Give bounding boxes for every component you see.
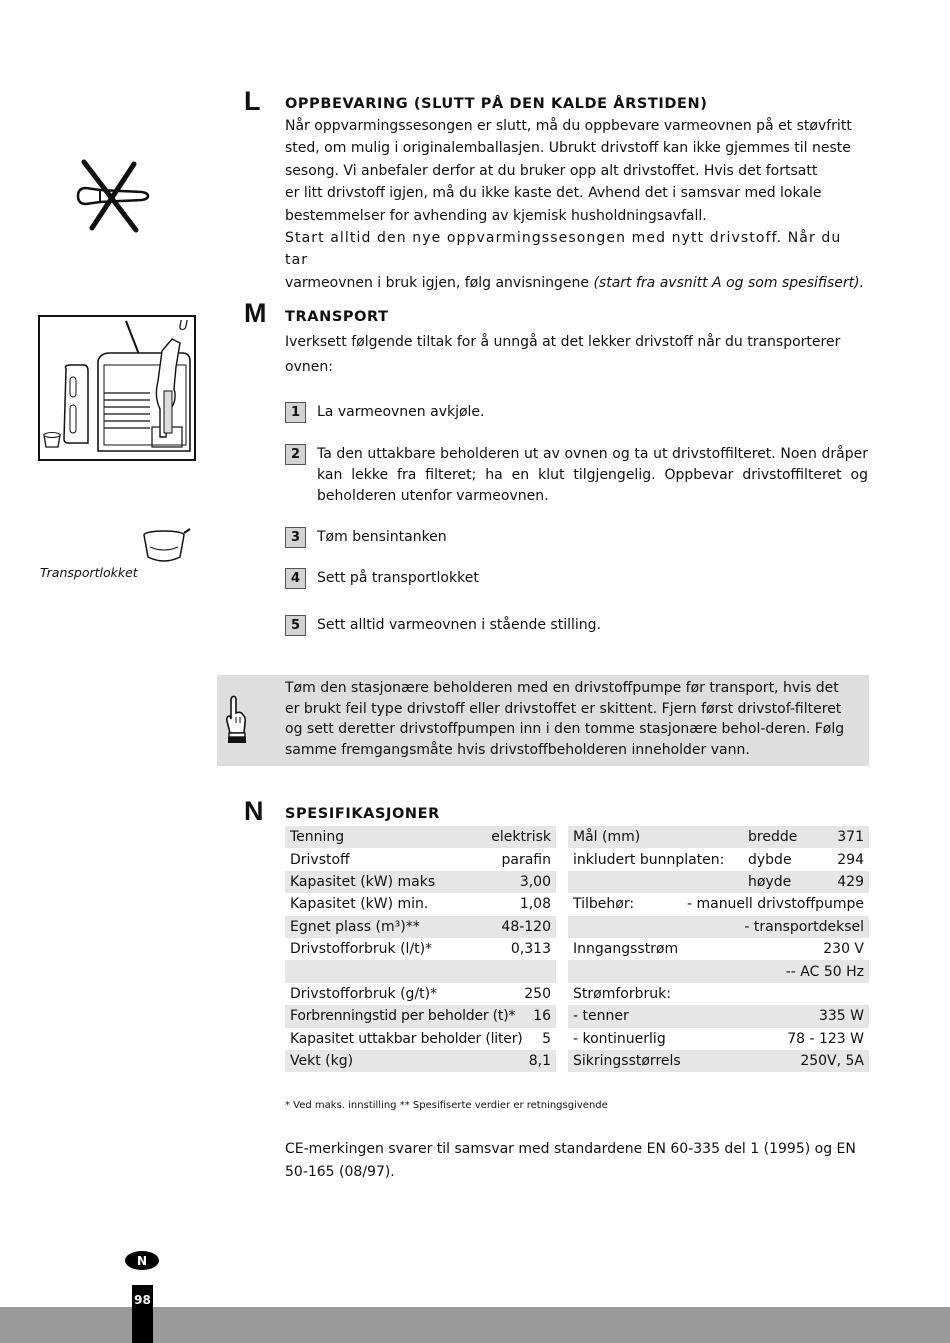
step-text: La varmeovnen avkjøle.	[317, 404, 485, 420]
spec-value: 0,313	[510, 941, 551, 958]
spec-value: 8,1	[528, 1053, 551, 1070]
spec-table-right	[568, 826, 869, 1072]
table-row	[568, 826, 869, 848]
table-row	[285, 1028, 556, 1050]
spec-key: Drivstoff	[290, 851, 350, 868]
spec-key: Strømforbruk:	[573, 985, 671, 1002]
step-text: Sett på transportlokket	[317, 570, 479, 586]
table-row	[568, 983, 869, 1005]
section-letter-m: M	[244, 298, 267, 328]
spec-key: Kapasitet uttakbar beholder (liter)	[290, 1030, 523, 1047]
section-heading-transport: TRANSPORT	[285, 309, 389, 325]
table-row	[285, 848, 556, 870]
spec-dimension: høyde	[748, 873, 792, 890]
storage-line-2: sted, om mulig i originalemballasjen. Ubrukt drivstoff kan ikke gjemmes til neste	[285, 140, 851, 157]
spec-value: 16	[533, 1008, 551, 1025]
warning-note-box	[217, 675, 869, 766]
section-letter-l: L	[244, 86, 261, 116]
spec-value: 1,08	[519, 896, 551, 913]
step-text: Tøm bensintanken	[317, 529, 447, 545]
table-row	[285, 983, 556, 1005]
step-item	[285, 568, 868, 589]
transport-intro	[285, 330, 868, 380]
spec-value: 294	[837, 851, 864, 868]
transport-cap-icon	[140, 527, 192, 569]
spec-value: 250V, 5A	[800, 1053, 864, 1070]
spec-value: 48-120	[501, 918, 551, 935]
spec-value: 230 V	[823, 941, 864, 958]
step-item	[285, 527, 868, 548]
spec-key: Tenning	[290, 829, 345, 846]
spec-dimension: dybde	[748, 851, 792, 868]
table-row	[568, 938, 869, 960]
storage-line-4: er litt drivstoff igjen, må du ikke kaste det. Avhend det i samsvar med lokale	[285, 185, 822, 202]
spec-key: Inngangsstrøm	[573, 941, 679, 958]
table-row	[285, 1050, 556, 1072]
spec-key: Vekt (kg)	[290, 1053, 354, 1070]
step-item	[285, 444, 868, 507]
spec-value: 5	[542, 1030, 551, 1047]
table-row	[568, 960, 869, 982]
table-row	[285, 1005, 556, 1027]
heater-illustration	[40, 317, 194, 459]
table-row	[285, 826, 556, 848]
pointing-hand-icon	[223, 695, 247, 747]
table-row	[285, 960, 556, 982]
step-number: 4	[285, 568, 306, 589]
table-row	[285, 871, 556, 893]
spec-value: - manuell drivstoffpumpe	[686, 896, 864, 913]
spec-value: 3,00	[519, 873, 551, 890]
spec-value: elektrisk	[491, 829, 551, 846]
step-item	[285, 402, 868, 423]
spec-key: Egnet plass (m³)**	[290, 918, 420, 935]
page-number: 98	[132, 1285, 153, 1343]
section-heading-storage: OPPBEVARING (SLUTT PÅ DEN KALDE ÅRSTIDEN)	[285, 96, 708, 112]
spec-value: 250	[524, 985, 551, 1002]
spec-value: 429	[837, 873, 864, 890]
step-number: 2	[285, 444, 306, 465]
table-row	[568, 871, 869, 893]
spec-footnote: * Ved maks. innstilling ** Spesifiserte verdier er retningsgivende	[285, 1100, 608, 1111]
storage-line-7-text: varmeovnen i bruk igjen, følg anvisningene	[285, 274, 590, 291]
step-text: Sett alltid varmeovnen i stående stilling.	[317, 617, 601, 633]
step-number: 1	[285, 402, 306, 423]
spec-key: Kapasitet (kW) maks	[290, 873, 436, 890]
storage-line-5: bestemmelser for avhending av kjemisk husholdningsavfall.	[285, 207, 707, 224]
step-item	[285, 615, 868, 636]
transport-intro-line-2: ovnen:	[285, 359, 333, 375]
spec-key: Mål (mm)	[573, 829, 641, 846]
spec-key: inkludert bunnplaten:	[573, 851, 725, 868]
transport-intro-line-1: Iverksett følgende tiltak for å unngå at det lekker drivstoff når du transporterer	[285, 334, 841, 350]
storage-line-6: Start alltid den nye oppvarmingssesongen med nytt drivstoff. Når du tar	[285, 230, 842, 269]
step-text: Ta den uttakbare beholderen ut av ovnen og ta ut drivstoffilteret. Noen dråper kan lekke fra filteret; ha en klut tilgjengelig. Oppbevar drivstoffilteret og beholderen utenfor varmeovnen.	[317, 446, 868, 504]
language-badge: N	[125, 1251, 159, 1270]
spec-key: - tenner	[573, 1008, 629, 1025]
spec-table-left	[285, 826, 556, 1072]
spec-value: 78 - 123 W	[787, 1030, 864, 1047]
table-row	[568, 1028, 869, 1050]
table-row	[285, 938, 556, 960]
transport-cap-caption: Transportlokket	[40, 565, 138, 580]
table-row	[285, 916, 556, 938]
ce-compliance-text: CE-merkingen svarer til samsvar med standardene EN 60-335 del 1 (1995) og EN 50-165 (08/97).	[285, 1141, 856, 1180]
section-heading-specifications: SPESIFIKASJONER	[285, 806, 440, 822]
storage-line-3: sesong. Vi anbefaler derfor at du bruker opp alt drivstoffet. Hvis det fortsatt	[285, 162, 818, 179]
table-row	[568, 1050, 869, 1072]
spec-key: Kapasitet (kW) min.	[290, 896, 429, 913]
storage-line-7	[285, 272, 868, 294]
section-letter-n: N	[244, 796, 264, 826]
storage-paragraph	[285, 115, 868, 294]
spec-key: Forbrenningstid per beholder (t)*	[290, 1008, 516, 1025]
spec-key: - kontinuerlig	[573, 1030, 666, 1047]
table-row	[568, 893, 869, 915]
spec-key: Drivstofforbruk (l/t)*	[290, 941, 433, 958]
storage-italic-reference: (start fra avsnitt A og som spesifisert).	[593, 274, 865, 291]
spec-dimension: bredde	[748, 829, 798, 846]
table-row	[568, 1005, 869, 1027]
spec-value: parafin	[501, 851, 551, 868]
storage-line-1: Når oppvarmingssesongen er slutt, må du oppbevare varmeovnen på et støvfritt	[285, 118, 852, 134]
step-number: 5	[285, 615, 306, 636]
spec-value: 371	[837, 829, 864, 846]
table-row	[568, 848, 869, 870]
spec-key: Sikringsstørrels	[573, 1053, 681, 1070]
spec-value: - transportdeksel	[744, 918, 864, 935]
spec-value: 335 W	[818, 1008, 864, 1025]
spec-key: Tilbehør:	[573, 896, 635, 913]
heater-transport-figure	[38, 315, 196, 461]
spec-value: -- AC 50 Hz	[785, 963, 864, 980]
figure-label: U	[178, 319, 188, 334]
spec-key: Drivstofforbruk (g/t)*	[290, 985, 438, 1002]
table-row	[568, 916, 869, 938]
warning-note-text: Tøm den stasjonære beholderen med en drivstoffpumpe før transport, hvis det er brukt feil type drivstoff eller drivstoffet er skittent. Fjern først drivstof-filteret og sett deretter drivstoffpumpen inn i den tomme stasjonære behol-deren. Følg samme fremgangsmåte hvis drivstoffbeholderen inneholder vann.	[285, 680, 845, 758]
step-number: 3	[285, 527, 306, 548]
table-row	[285, 893, 556, 915]
no-screwdriver-icon	[72, 158, 150, 234]
